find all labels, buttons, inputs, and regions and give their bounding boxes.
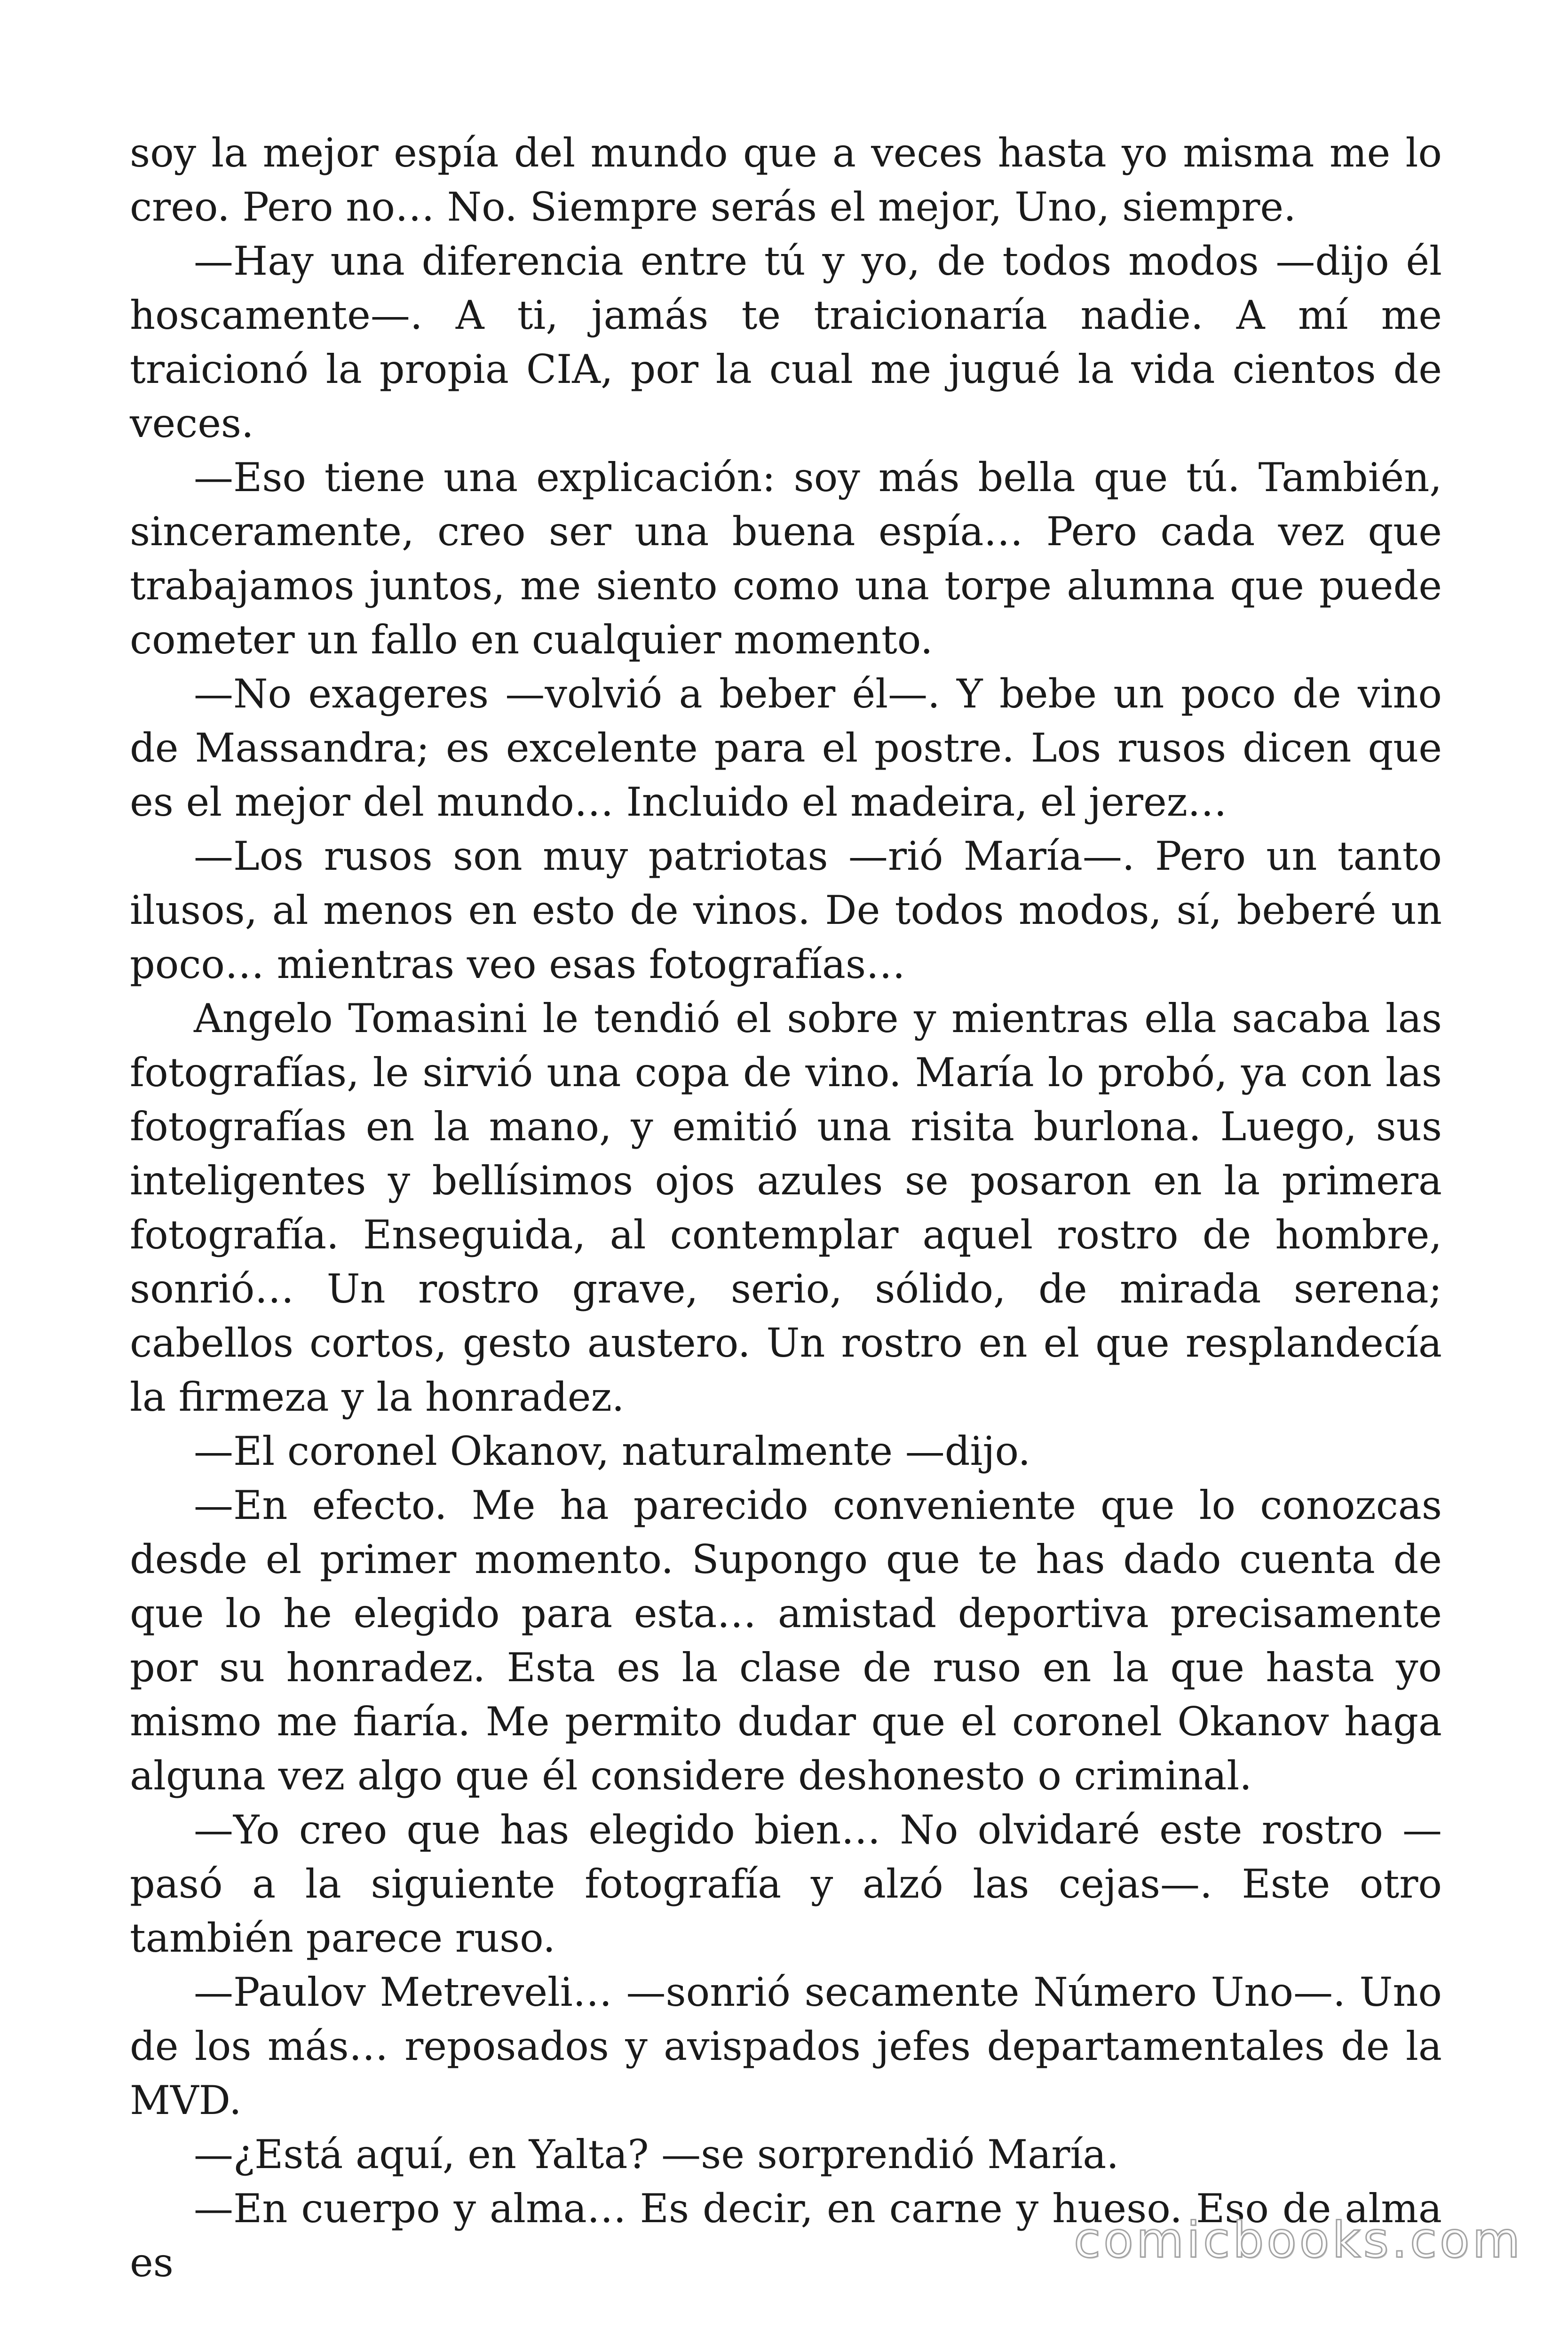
paragraph: —Los rusos son muy patriotas —rió María—. Pero un tanto ilusos, al menos en esto de vinos. De todos modos, sí, beberé un poco… mientras veo esas fotografías… [130,833,1442,987]
paragraph: —En cuerpo y alma… Es decir, en carne y hueso. Eso de alma es [130,2185,1442,2286]
paragraph: —El coronel Okanov, naturalmente —dijo. [194,1428,1031,1474]
paragraph-continuation: soy la mejor espía del mundo que a veces hasta yo misma me lo creo. Pero no… No. Siempre serás el mejor, Uno, siempre. [130,130,1442,230]
paragraph: —Paulov Metreveli… —sonrió secamente Número Uno—. Uno de los más… reposados y avispados jefes departamentales de la MVD. [130,1969,1442,2123]
paragraph: —En efecto. Me ha parecido conveniente que lo conozcas desde el primer momento. Supongo que te has dado cuenta de que lo he elegido para esta… amistad deportiva precisamente por su honradez. Esta es la clase de ruso en la que hasta yo mismo me fiaría. Me permito dudar que el coronel Okanov haga alguna vez algo que él considere deshonesto o criminal. [130,1482,1442,1799]
paragraph: Angelo Tomasini le tendió el sobre y mientras ella sacaba las fotografías, le sirvió una copa de vino. María lo probó, ya con las fotografías en la mano, y emitió una risita burlona. Luego, sus inteligentes y bellísimos ojos azules se posaron en la primera fotografía. Enseguida, al contemplar aquel rostro de hombre, sonrió… Un rostro grave, serio, sólido, de mirada serena; cabellos cortos, gesto austero. Un rostro en el que resplandecía la firmeza y la honradez. [130,995,1442,1420]
body-text [130,126,1442,2290]
site-watermark: comicbooks.com [1073,2211,1523,2269]
paragraph: —Yo creo que has elegido bien… No olvidaré este rostro —pasó a la siguiente fotografía y alzó las cejas—. Este otro también parece ruso. [130,1807,1442,1961]
paragraph: —¿Está aquí, en Yalta? —se sorprendió María. [194,2131,1119,2177]
paragraph: —No exageres —volvió a beber él—. Y bebe un poco de vino de Massandra; es excelente para el postre. Los rusos dicen que es el mejor del mundo… Incluido el madeira, el jerez… [130,671,1442,825]
paragraph: —Hay una diferencia entre tú y yo, de todos modos —dijo él hoscamente—. A ti, jamás te traicionaría nadie. A mí me traicionó la propia CIA, por la cual me jugué la vida cientos de veces. [130,238,1442,446]
paragraph: —Eso tiene una explicación: soy más bella que tú. También, sinceramente, creo ser una buena espía… Pero cada vez que trabajamos juntos, me siento como una torpe alumna que puede cometer un fallo en cualquier momento. [130,454,1442,663]
